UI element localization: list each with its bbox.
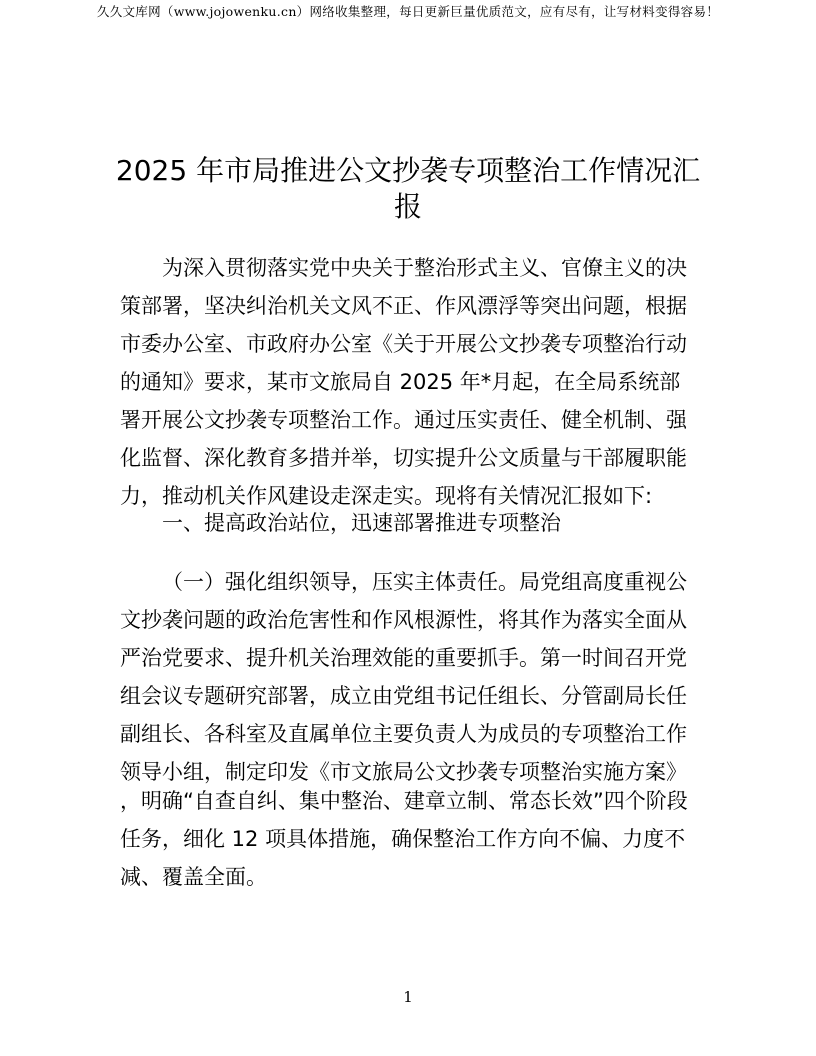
subsection-paragraph: （一）强化组织领导，压实主体责任。局党组高度重视公文抄袭问题的政治危害性和作风根源性，将其作为落实全面从严治党要求、提升机关治理效能的重要抓手。第一时间召开党组会议专题研究部署，成立由党组书记任组长、分管副局长任副组长、各科室及直属单位主要负责人为成员的专项整治工作领导小组，制定印发《市文旅局公文抄袭专项整治实施方案》: [120, 570, 687, 784]
intro-paragraph: 为深入贯彻落实党中央关于整治形式主义、官僚主义的决策部署，坚决纠治机关文风不正、作风漂浮等突出问题，根据市委办公室、市政府办公室《关于开展公文抄袭专项整治行动的通知》要求，某市文旅局自 2025 年*月起，在全局系统部署开展公文抄袭专项整治工作。通过压实责任、健全机制、强化监督、深化教育多措并举，切实提升公文质量与干部履职能力，推动机关作风建设走深走实。现将有关情况汇报如下:: [120, 256, 687, 508]
continuation-paragraph: ，明确“自查自纠、集中整治、建章立制、常态长效”四个阶段任务，细化 12 项具体措施，确保整治工作方向不偏、力度不减、覆盖全面。: [120, 789, 688, 889]
document-title: 2025 年市局推进公文抄袭专项整治工作情况汇报: [115, 154, 701, 223]
header-note: 久久文库网（www.jojowenku.cn）网络收集整理，每日更新巨量优质范文，应有尽有，让写材料变得容易！: [96, 4, 720, 19]
page-number: 1: [403, 988, 413, 1006]
section-heading: 一、提高政治站位，迅速部署推进专项整治: [162, 511, 561, 535]
